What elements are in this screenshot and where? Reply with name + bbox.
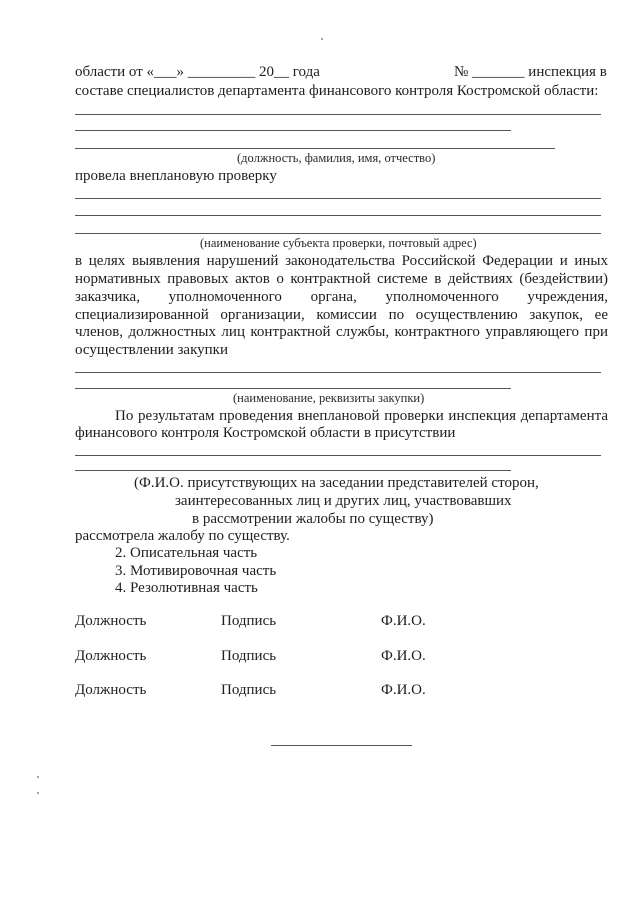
purpose-line-5: членов, должностных лиц контрактной службы, контрактного управляющего при (75, 324, 608, 340)
signature-position: Должность (75, 613, 147, 629)
signature-sign: Подпись (221, 613, 277, 629)
caption-attendees-2: заинтересованных лиц и других лиц, участвовавших (175, 493, 512, 509)
blank-line (75, 114, 601, 115)
reviewed-text: рассмотрела жалобу по существу. (75, 528, 290, 544)
blank-line (75, 388, 511, 389)
blank-line (75, 470, 511, 471)
blank-line (75, 130, 511, 131)
caption-attendees-3: в рассмотрении жалобы по существу) (192, 511, 434, 527)
signature-sign: Подпись (221, 682, 277, 698)
purpose-line-6: осуществлении закупки (75, 342, 228, 358)
purpose-line-4: специализированной организации, комиссии по осуществлению закупок, ее (75, 307, 608, 323)
section-item: 2. Описательная часть (115, 545, 258, 561)
blank-line (75, 233, 601, 234)
caption-procurement: (наименование, реквизиты закупки) (233, 391, 425, 405)
results-line-1: По результатам проведения внеплановой проверки инспекция департамента (115, 408, 608, 424)
signature-name: Ф.И.О. (381, 648, 426, 664)
signature-sign: Подпись (221, 648, 277, 664)
section-item: 4. Резолютивная часть (115, 580, 258, 596)
header-composition: составе специалистов департамента финансового контроля Костромской области: (75, 83, 599, 99)
blank-line (75, 215, 601, 216)
closing-rule (271, 745, 412, 746)
blank-line (75, 148, 555, 149)
caption-subject: (наименование субъекта проверки, почтовый адрес) (200, 236, 477, 250)
caption-position-name: (должность, фамилия, имя, отчество) (237, 151, 436, 165)
blank-line (75, 455, 601, 456)
header-date-line: области от «___» _________ 20__ года (75, 64, 320, 80)
purpose-line-3: заказчика, уполномоченного органа, уполномоченного учреждения, (75, 289, 608, 305)
signature-name: Ф.И.О. (381, 613, 426, 629)
caption-attendees-1: (Ф.И.О. присутствующих на заседании представителей сторон, (134, 475, 539, 491)
header-number-line: № _______ инспекция в (454, 64, 607, 80)
signature-name: Ф.И.О. (381, 682, 426, 698)
conducted-text: провела внеплановую проверку (75, 168, 277, 184)
blank-line (75, 198, 601, 199)
section-item: 3. Мотивировочная часть (115, 563, 277, 579)
scan-speck (37, 776, 39, 778)
signature-position: Должность (75, 648, 147, 664)
blank-line (75, 372, 601, 373)
purpose-line-2: нормативных правовых актов о контрактной системе в действиях (бездействии) (75, 271, 608, 287)
scan-speck (37, 792, 39, 794)
purpose-line-1: в целях выявления нарушений законодательства Российской Федерации и иных (75, 253, 608, 269)
results-line-2: финансового контроля Костромской области в присутствии (75, 425, 456, 441)
scan-speck (321, 38, 323, 40)
signature-position: Должность (75, 682, 147, 698)
